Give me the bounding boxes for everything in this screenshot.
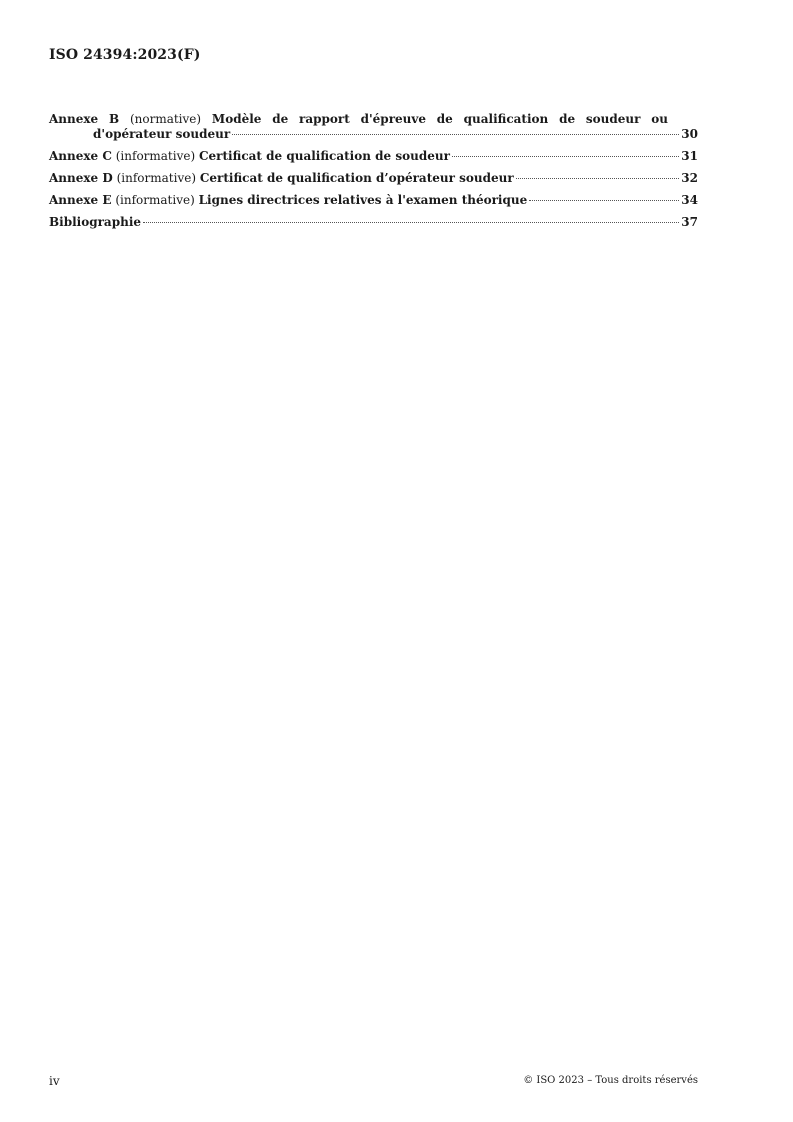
toc-entry-annex-e[interactable] — [49, 193, 698, 208]
annex-label: Annexe D — [49, 171, 113, 185]
annex-title: Certificat de qualification d’opérateur soudeur — [199, 171, 514, 185]
annex-kind: (informative) — [115, 149, 196, 163]
bibliography-title: Bibliographie — [49, 215, 142, 229]
dot-leader — [452, 156, 679, 157]
page-number: 32 — [681, 171, 698, 185]
annex-kind: (informative) — [115, 193, 195, 207]
page-number: 30 — [681, 127, 698, 141]
toc-entry-text — [49, 193, 527, 208]
toc-row — [49, 171, 698, 186]
toc-entry-text — [49, 149, 450, 164]
footer-copyright: © ISO 2023 – Tous droits réservés — [523, 1075, 698, 1086]
dot-leader — [143, 222, 679, 223]
toc-entry-bibliography[interactable] — [49, 215, 698, 230]
annex-kind: (normative) — [129, 112, 202, 126]
footer-page-number: iv — [49, 1074, 60, 1088]
dot-leader — [232, 134, 679, 135]
dot-leader — [516, 178, 680, 179]
page-number: 37 — [681, 215, 698, 229]
toc-entry-text — [49, 171, 514, 186]
page-number: 31 — [681, 149, 698, 163]
page-number: 34 — [681, 193, 698, 207]
toc-row — [49, 215, 698, 230]
table-of-contents — [49, 112, 698, 237]
annex-title: Certificat de qualification de soudeur — [198, 149, 450, 163]
annex-title: Lignes directrices relatives à l'examen théorique — [198, 193, 528, 207]
annex-title: Modèle de rapport d'épreuve de qualification de soudeur ou — [211, 112, 668, 126]
toc-entry-first-line — [49, 112, 698, 127]
toc-entry-annex-d[interactable] — [49, 171, 698, 186]
toc-entry-annex-b[interactable] — [49, 112, 698, 142]
document-id: ISO 24394:2023(F) — [49, 47, 201, 63]
annex-title-continued: d'opérateur soudeur — [93, 127, 231, 141]
annex-label: Annexe E — [49, 193, 112, 207]
dot-leader — [529, 200, 679, 201]
annex-kind: (informative) — [116, 171, 197, 185]
annex-label: Annexe B — [49, 112, 120, 126]
annex-label: Annexe C — [49, 149, 112, 163]
toc-entry-second-line — [49, 127, 698, 142]
toc-row — [49, 149, 698, 164]
toc-entry-annex-c[interactable] — [49, 149, 698, 164]
toc-row — [49, 193, 698, 208]
